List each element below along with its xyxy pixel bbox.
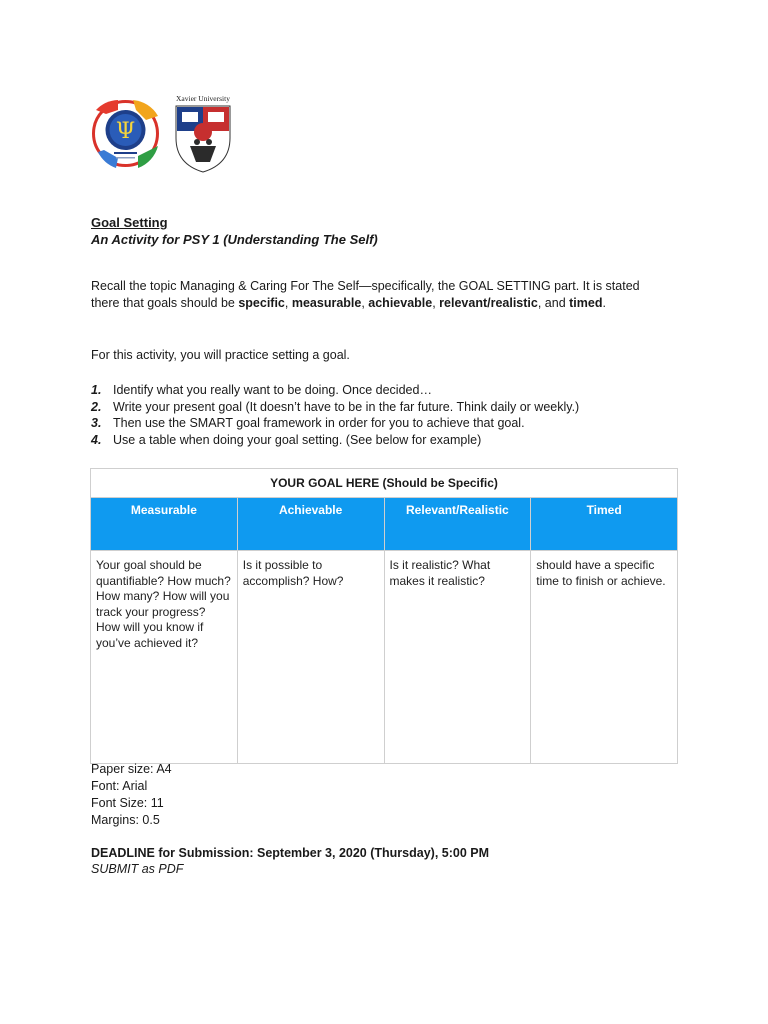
logos — [88, 92, 238, 178]
cell-measurable: Your goal should be quantifiable? How much? How many? How will you track your progress? How will you know if you’ve achieved it? — [91, 551, 238, 764]
xavier-university-seal — [168, 92, 238, 176]
step-number: 4. — [91, 432, 102, 447]
step-text: Use a table when doing your goal setting. (See below for example) — [113, 432, 482, 447]
intro-text: Recall the topic Managing & Caring For The Self—specifically, the GOAL SETTING part. It is stated there that goals should be — [91, 279, 640, 310]
submit-line: SUBMIT as PDF — [91, 862, 184, 876]
intro-sep-1: , — [284, 296, 292, 310]
step-text: Write your present goal (It doesn’t have to be in the far future. Think daily or weekly.) — [113, 399, 580, 414]
column-header-measurable: Measurable — [91, 498, 238, 551]
intro-sep-2: , — [361, 296, 369, 310]
column-header-achievable: Achievable — [237, 498, 384, 551]
smart-goal-table — [90, 468, 678, 764]
deadline-line: DEADLINE for Submission: September 3, 2020 (Thursday), 5:00 PM — [91, 846, 490, 860]
steps-list — [91, 382, 671, 448]
spec-font-size: Font Size: 11 — [91, 796, 164, 810]
intro-paragraph — [91, 278, 671, 312]
step-item — [91, 399, 671, 416]
activity-line: For this activity, you will practice setting a goal. — [91, 348, 350, 362]
step-item — [91, 382, 671, 399]
step-text: Then use the SMART goal framework in order for you to achieve that goal. — [113, 416, 525, 430]
cell-achievable: Is it possible to accomplish? How? — [237, 551, 384, 764]
column-header-row — [91, 498, 678, 551]
table-row — [91, 551, 678, 764]
step-item — [91, 415, 671, 432]
step-text: Identify what you really want to be doing. Once decided… — [113, 383, 432, 397]
keyword-relevant: relevant/realistic — [439, 296, 538, 310]
doc-subtitle: An Activity for PSY 1 (Understanding The Self) — [91, 232, 378, 247]
intro-sep-4: , and — [537, 296, 570, 310]
doc-title: Goal Setting — [91, 215, 168, 230]
spec-paper-size: Paper size: A4 — [91, 762, 172, 776]
step-number: 3. — [91, 416, 102, 430]
intro-sep-3: , — [432, 296, 440, 310]
column-header-timed: Timed — [531, 498, 678, 551]
cell-relevant: Is it realistic? What makes it realistic? — [384, 551, 531, 764]
goal-header: YOUR GOAL HERE — [270, 476, 380, 490]
step-item — [91, 432, 671, 449]
intro-end: . — [602, 296, 606, 310]
keyword-timed: timed — [569, 296, 603, 310]
format-specs — [91, 761, 172, 829]
keyword-specific: specific — [238, 296, 285, 310]
goal-header-cell — [91, 469, 678, 498]
psychology-society-logo — [88, 96, 163, 171]
keyword-measurable: measurable — [291, 296, 362, 310]
svg-text:Ψ: Ψ — [115, 119, 136, 144]
xavier-university-label: Xavier University — [176, 94, 230, 103]
step-number: 2. — [91, 399, 102, 414]
keyword-achievable: achievable — [368, 296, 433, 310]
step-number: 1. — [91, 383, 102, 397]
column-header-relevant: Relevant/Realistic — [384, 498, 531, 551]
cell-timed: should have a specific time to finish or achieve. — [531, 551, 678, 764]
spec-font: Font: Arial — [91, 779, 148, 793]
goal-header-note: (Should be Specific) — [379, 476, 498, 490]
spec-margins: Margins: 0.5 — [91, 813, 160, 827]
